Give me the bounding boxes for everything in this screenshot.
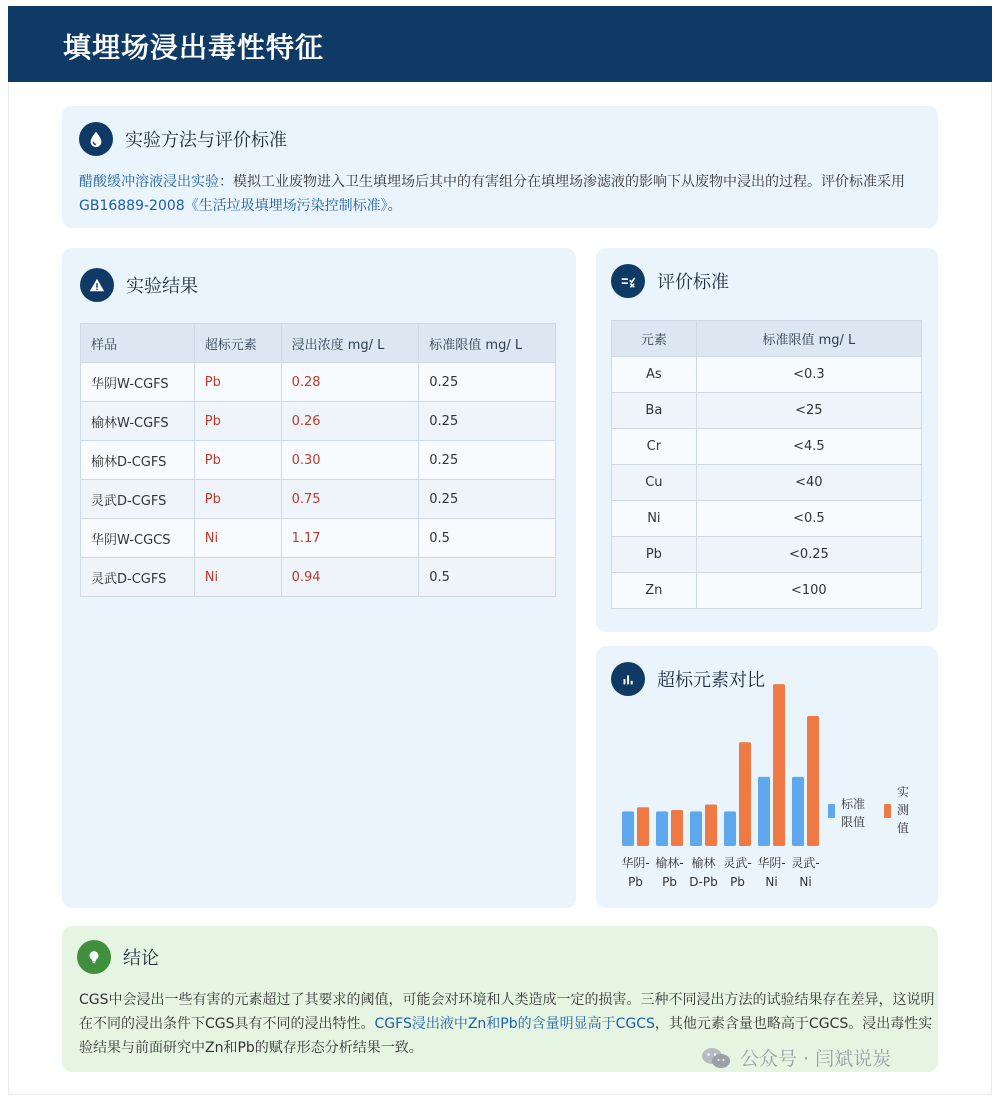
sample-cell: 灵武D-CGFS xyxy=(81,480,195,519)
conclusion-card-title: 结论 xyxy=(123,948,159,969)
bar-chart xyxy=(596,646,938,908)
table-row xyxy=(612,537,922,573)
results-table xyxy=(80,323,556,597)
bar-measured-5 xyxy=(807,716,819,846)
conclusion-highlight: CGFS浸出液中Zn和Pb的含量明显高于CGCS xyxy=(374,1016,655,1032)
bar-measured-3 xyxy=(739,742,751,846)
table-row xyxy=(612,393,922,429)
standards-header-row xyxy=(612,321,922,357)
results-card-header xyxy=(80,268,198,302)
legend-label-1: 实 xyxy=(897,785,910,799)
sample-cell: 榆林W-CGFS xyxy=(81,402,195,441)
method-card xyxy=(62,106,938,228)
x-tick-label: Ni xyxy=(765,875,778,889)
element-cell: Zn xyxy=(612,573,697,609)
legend-swatch-1 xyxy=(884,804,891,818)
limit-cell: 0.25 xyxy=(419,363,556,402)
bar-measured-4 xyxy=(773,684,785,846)
element-cell: Ni xyxy=(194,558,281,597)
bar-standard-5 xyxy=(792,777,804,846)
legend-label-1: 测 xyxy=(897,803,910,817)
table-row xyxy=(81,519,556,558)
col-element: 超标元素 xyxy=(194,324,281,363)
bar-measured-2 xyxy=(705,805,717,847)
x-tick-label: 灵武- xyxy=(791,856,820,870)
x-tick-label: Ni xyxy=(799,875,812,889)
limit-cell: <4.5 xyxy=(696,429,921,465)
element-cell: Ni xyxy=(612,501,697,537)
results-header-row xyxy=(81,324,556,363)
table-row xyxy=(612,357,922,393)
x-tick-label: 榆林 xyxy=(691,856,716,870)
col-concentration: 浸出浓度 mg/ L xyxy=(281,324,419,363)
conclusion-card-header xyxy=(77,940,159,974)
compare-icon xyxy=(611,264,645,298)
results-card xyxy=(62,248,576,908)
standard-reference: GB16889-2008《生活垃圾填埋场污染控制标准》 xyxy=(79,198,388,214)
method-highlight: 醋酸缓冲溶液浸出实验 xyxy=(79,174,219,190)
lightbulb-icon xyxy=(77,940,111,974)
concentration-cell: 0.94 xyxy=(281,558,419,597)
limit-cell: <0.5 xyxy=(696,501,921,537)
watermark-text: 公众号 · 闫斌说炭 xyxy=(740,1048,892,1070)
sample-cell: 榆林D-CGFS xyxy=(81,441,195,480)
standards-card-header xyxy=(611,264,729,298)
wechat-icon xyxy=(700,1045,732,1071)
concentration-cell: 0.75 xyxy=(281,480,419,519)
legend-label-1: 值 xyxy=(897,821,910,835)
table-row xyxy=(81,402,556,441)
x-tick-label: 灵武- xyxy=(723,856,752,870)
limit-cell: 0.25 xyxy=(419,480,556,519)
element-cell: Pb xyxy=(612,537,697,573)
table-row xyxy=(612,465,922,501)
col-sample: 样品 xyxy=(81,324,195,363)
standards-card-title: 评价标准 xyxy=(657,272,729,293)
x-tick-label: Pb xyxy=(628,875,643,889)
conclusion-text-2: ，其他元素含量也略高于CGCS。浸出毒性实验结果与前面研究中Zn和Pb的赋存形态分析结果一致。 xyxy=(79,1016,933,1056)
table-row xyxy=(612,501,922,537)
table-row xyxy=(612,429,922,465)
element-cell: Cu xyxy=(612,465,697,501)
concentration-cell: 0.28 xyxy=(281,363,419,402)
method-card-title: 实验方法与评价标准 xyxy=(125,130,287,151)
chart-card-title: 超标元素对比 xyxy=(657,670,765,691)
concentration-cell: 0.30 xyxy=(281,441,419,480)
limit-cell: 0.5 xyxy=(419,558,556,597)
limit-cell: <0.25 xyxy=(696,537,921,573)
bar-standard-2 xyxy=(690,811,702,846)
legend-label-0: 限值 xyxy=(841,815,866,829)
method-text-1: ：模拟工业废物进入卫生填埋场后其中的有害组分在填埋场渗滤液的影响下从废物中浸出的过程。评价标准采用 xyxy=(219,174,905,190)
sample-cell: 华阴W-CGFS xyxy=(81,363,195,402)
method-card-header xyxy=(79,122,287,156)
x-tick-label: Pb xyxy=(730,875,745,889)
table-row xyxy=(81,363,556,402)
table-row xyxy=(81,441,556,480)
bar-standard-4 xyxy=(758,777,770,846)
bar-measured-0 xyxy=(637,807,649,846)
bar-standard-1 xyxy=(656,811,668,846)
limit-cell: <100 xyxy=(696,573,921,609)
x-tick-label: D-Pb xyxy=(689,875,718,889)
limit-cell: <0.3 xyxy=(696,357,921,393)
bar-standard-0 xyxy=(622,811,634,846)
element-cell: Pb xyxy=(194,480,281,519)
x-tick-label: 榆林- xyxy=(655,856,684,870)
element-cell: Pb xyxy=(194,363,281,402)
table-row xyxy=(612,573,922,609)
page-header xyxy=(8,6,992,82)
standards-table xyxy=(611,320,922,609)
sample-cell: 华阴W-CGCS xyxy=(81,519,195,558)
sample-cell: 灵武D-CGFS xyxy=(81,558,195,597)
limit-cell: 0.5 xyxy=(419,519,556,558)
bar-standard-3 xyxy=(724,811,736,846)
col-element: 元素 xyxy=(612,321,697,357)
limit-cell: <40 xyxy=(696,465,921,501)
table-row xyxy=(81,558,556,597)
method-description xyxy=(79,170,939,218)
limit-cell: 0.25 xyxy=(419,441,556,480)
concentration-cell: 0.26 xyxy=(281,402,419,441)
limit-cell: 0.25 xyxy=(419,402,556,441)
standards-card xyxy=(596,248,938,632)
col-limit: 标准限值 mg/ L xyxy=(696,321,921,357)
warning-icon xyxy=(80,268,114,302)
legend-swatch-0 xyxy=(828,804,835,818)
element-cell: Ni xyxy=(194,519,281,558)
legend-label-0: 标准 xyxy=(841,797,866,811)
page-title: 填埋场浸出毒性特征 xyxy=(63,31,325,64)
x-tick-label: 华阴- xyxy=(621,856,650,870)
element-cell: Cr xyxy=(612,429,697,465)
table-row xyxy=(81,480,556,519)
conclusion-text-1: CGS中会浸出一些有害的元素超过了其要求的阈值，可能会对环境和人类造成一定的损害。三种不同浸出方法的试验结果存在差异，这说明在不同的浸出条件下CGS具有不同的浸出特性。 xyxy=(79,992,935,1032)
element-cell: Pb xyxy=(194,441,281,480)
method-text-2: 。 xyxy=(387,198,402,214)
limit-cell: <25 xyxy=(696,393,921,429)
element-cell: Ba xyxy=(612,393,697,429)
results-card-title: 实验结果 xyxy=(126,276,198,297)
col-limit: 标准限值 mg/ L xyxy=(419,324,556,363)
watermark xyxy=(700,1044,891,1071)
element-cell: As xyxy=(612,357,697,393)
concentration-cell: 1.17 xyxy=(281,519,419,558)
x-tick-label: Pb xyxy=(662,875,677,889)
element-cell: Pb xyxy=(194,402,281,441)
chart-card xyxy=(596,646,938,908)
bar-measured-1 xyxy=(671,810,683,846)
droplet-icon xyxy=(79,122,113,156)
x-tick-label: 华阴- xyxy=(757,856,786,870)
